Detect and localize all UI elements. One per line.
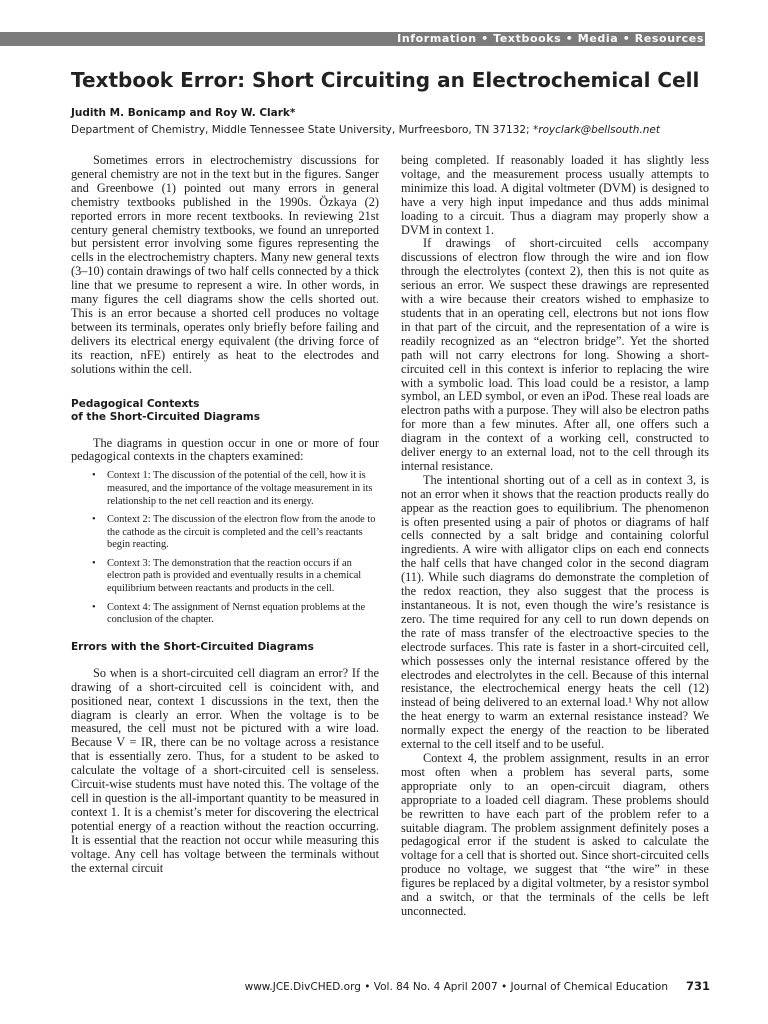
right-column — [401, 154, 709, 919]
section-heading-errors: Errors with the Short-Circuited Diagrams — [71, 640, 314, 653]
section-heading-pedagogical-contexts — [71, 398, 379, 424]
list-item: • Context 4: The assignment of Nernst equation problems at the conclusion of the chapter. — [71, 602, 379, 627]
article-authors: Judith M. Bonicamp and Roy W. Clark* — [71, 107, 296, 119]
footer-citation: www.JCE.DivCHED.org • Vol. 84 No. 4 April 2007 • Journal of Chemical Education — [244, 981, 668, 993]
paragraph: Context 4, the problem assignment, results in an error most often when a problem has several parts, some appropriate only to an open-circuit diagram, others appropriate to a loaded cell diagram. These problems should be rewritten to have each part of the problem refer to a suitable diagram. The problem assignment definitely poses a pedagogical error if the student is asked to calculate the voltage for a cell that is shorted out. Since short-circuited cells produce no voltage, we suggest that “the wire” in these figures be replaced by a digital voltmeter, by a resistor symbol and a switch, or that the terminals of the cells be left unconnected. — [401, 750, 709, 918]
section-heading-line: Pedagogical Contexts — [71, 397, 200, 410]
paragraph: The diagrams in question occur in one or more of four pedagogical contexts in the chapters examined: — [71, 435, 379, 464]
paragraph: If drawings of short-circuited cells accompany discussions of electron flow through the wire and ion flow through the electrolytes (context 2), then this is not quite as serious an error. We suspect these drawings are represented with a wire because their creators wished to emphasize to students that in an operating cell, electrons but not ions flow in that part of the circuit, and the representation of a wire is readily recognized as an “electron bridge”. Yet the shorted path will not carry electrons for long. Showing a short-circuited cell in this context is inferior to replacing the wire with a symbolic load. This load could be a resistor, a lamp symbol, an LED symbol, or even an iPod. These real loads are electron paths with a purpose. They will also be electron paths for more than a few minutes. After all, one offers such a diagram in the context of a working cell, constructed to deliver energy to an external load, not to the cell through its internal resistance. — [401, 236, 709, 473]
author-affiliation — [71, 124, 660, 136]
affiliation-text: Department of Chemistry, Middle Tennessee State University, Murfreesboro, TN 37132; — [71, 124, 533, 136]
header-nav: Information • Textbooks • Media • Resources — [397, 32, 704, 45]
paragraph: Sometimes errors in electrochemistry discussions for general chemistry are not in the text but in the figures. Sanger and Greenbowe (1) pointed out many errors in general chemistry textbooks published in the 1990s. Özkaya (2) reported errors in more recent textbooks. In reviewing 21st century general chemistry textbooks, we found an unreported but persistent error involving some figures representing the cells in the electrochemistry chapters. Many new general texts (3–10) contain drawings of two half cells connected by a thick line that we presume to represent a wire. In other words, in many figures the cell diagrams show the cells shorted out. This is an error because a shorted cell produces no voltage between its terminals, operates only briefly before failing and delivers its electrical energy equivalent (the driving force of its reaction, nFE) entirely as heat to the electrodes and solutions within the cell. — [71, 153, 379, 376]
paragraph: being completed. If reasonably loaded it has slightly less voltage, and the measurement process usually attempts to minimize this load. A digital voltmeter (DVM) is designed to have a very high input impedance and thus adds minimal loading to a circuit. Thus a diagram may properly show a DVM in context 1. — [401, 153, 709, 237]
page-number: 731 — [685, 979, 710, 993]
list-item: • Context 1: The discussion of the potential of the cell, how it is measured, and the importance of the voltage measurement in its relationship to the net cell reaction and its energy. — [71, 470, 379, 508]
section-heading-line: of the Short-Circuited Diagrams — [71, 410, 260, 423]
paragraph: So when is a short-circuited cell diagram an error? If the drawing of a short-circuited cell is coincident with, and positioned near, context 1 discussions in the text, then the diagram is clearly an error. When the voltage is to be measured, the cell must not be pictured with a wire load. Because V = IR, there can be no voltage across a resistance that is essentially zero. Thus, for a student to be asked to calculate the voltage of a short-circuited cell is senseless. Circuit-wise students must have noted this. The voltage of the cell in question is the all-important quantity to be measured in context 1. It is a chemist’s meter for discovering the electrical potential energy of a reaction without the reaction occurring. It is essential that the reaction not occur while measuring this voltage. Any cell has voltage between the terminals without the external circuit — [71, 665, 379, 875]
list-item: • Context 2: The discussion of the electron flow from the anode to the cathode as the circuit is completed and the cell’s reactants begin reacting. — [71, 514, 379, 552]
header-bar — [0, 32, 768, 46]
list-item: • Context 3: The demonstration that the reaction occurs if an electron path is provided and eventually results in a chemical equilibrium between reactants and products in the cell. — [71, 558, 379, 596]
left-column — [71, 154, 379, 875]
paragraph: The intentional shorting out of a cell as in context 3, is not an error when it shows that the reaction products really do appear as the reaction goes to equilibrium. The phenomenon is often presented using a pair of photos or diagrams of half cells connected by a salt bridge and containing colorful ingredients. A wire with alligator clips on each end connects the half cells that have changed color in the second diagram (11). While such diagrams do demonstrate the completion of the redox reaction, they also suggest that the process is instantaneous. It is not, even though the wire’s resistance is zero. The time required for any cell to run down depends on the rate of mass transfer of the electroactive species to the electrode surfaces. This rate is faster in a short-circuited cell, which possesses only the internal resistance offered by the electrodes and electrolytes in the cell. Because of this internal resistance, the electrochemical energy heats the cell (12) instead of being delivered to an external load.¹ Why not allow the heat energy to warm an external resistance instead? We normally expect the energy of the reaction to be liberated external to the cell itself and to be useful. — [401, 472, 709, 752]
page-footer — [0, 979, 710, 993]
context-list — [71, 470, 379, 627]
article-title: Textbook Error: Short Circuiting an Electrochemical Cell — [71, 68, 700, 92]
author-email[interactable]: *royclark@bellsouth.net — [532, 124, 661, 136]
